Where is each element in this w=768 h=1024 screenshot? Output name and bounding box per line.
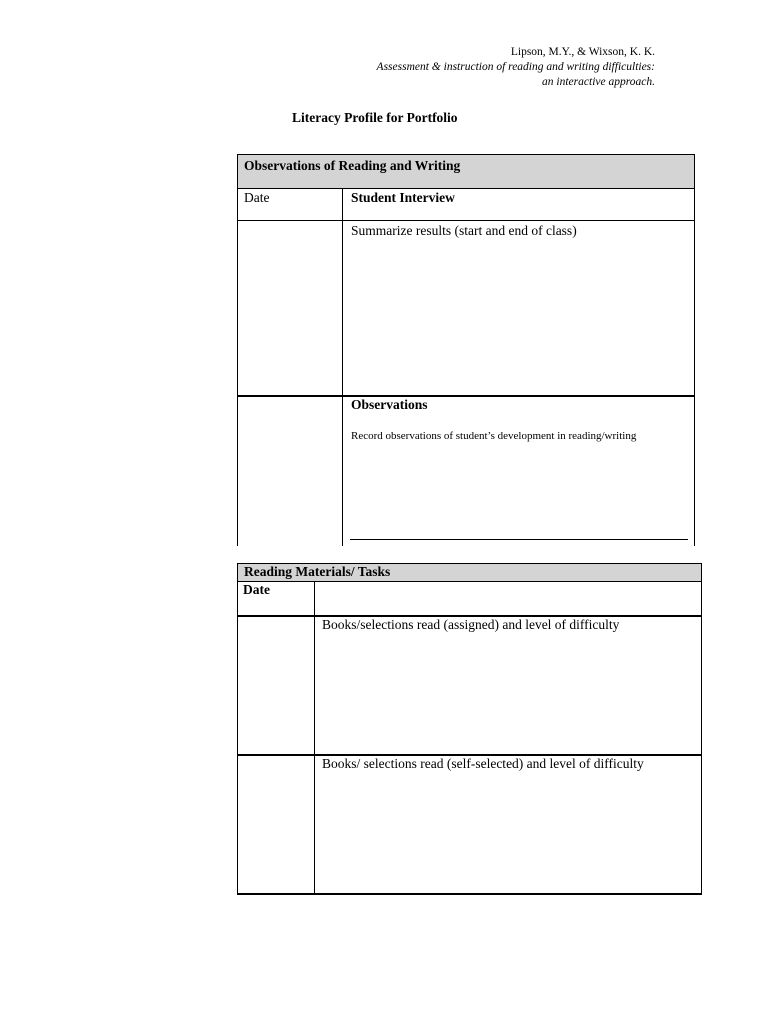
observations-date-row	[237, 188, 695, 221]
reading-table-header	[238, 564, 701, 582]
observations-row	[237, 397, 695, 546]
citation	[377, 45, 655, 90]
observations-table	[237, 154, 695, 546]
observations-underline	[350, 539, 688, 540]
student-interview-label: Student Interview	[351, 190, 455, 205]
citation-title-line2: an interactive approach.	[542, 76, 655, 88]
reading-materials-table	[237, 563, 702, 895]
document-title: Literacy Profile for Portfolio	[292, 110, 458, 125]
reading-column-divider	[314, 582, 315, 894]
observations-table-header	[237, 154, 695, 189]
assigned-books-text: Books/selections read (assigned) and level of difficulty	[322, 617, 620, 632]
self-selected-books-text: Books/ selections read (self-selected) and level of difficulty	[322, 756, 644, 771]
summarize-text: Summarize results (start and end of class)	[351, 223, 577, 238]
observations-date-label: Date	[244, 190, 270, 205]
citation-title-line1: Assessment & instruction of reading and writing difficulties:	[376, 61, 655, 73]
observations-label: Observations	[351, 397, 428, 412]
reading-table-border	[237, 563, 702, 895]
reading-date-label: Date	[243, 582, 270, 597]
citation-authors: Lipson, M.Y., & Wixson, K. K.	[510, 46, 655, 58]
observations-column-divider	[342, 188, 343, 546]
observations-text: Record observations of student’s development in reading/writing	[351, 430, 637, 442]
observations-header-text: Observations of Reading and Writing	[244, 158, 461, 173]
reading-header-text: Reading Materials/ Tasks	[244, 564, 391, 579]
summarize-row	[237, 221, 695, 397]
